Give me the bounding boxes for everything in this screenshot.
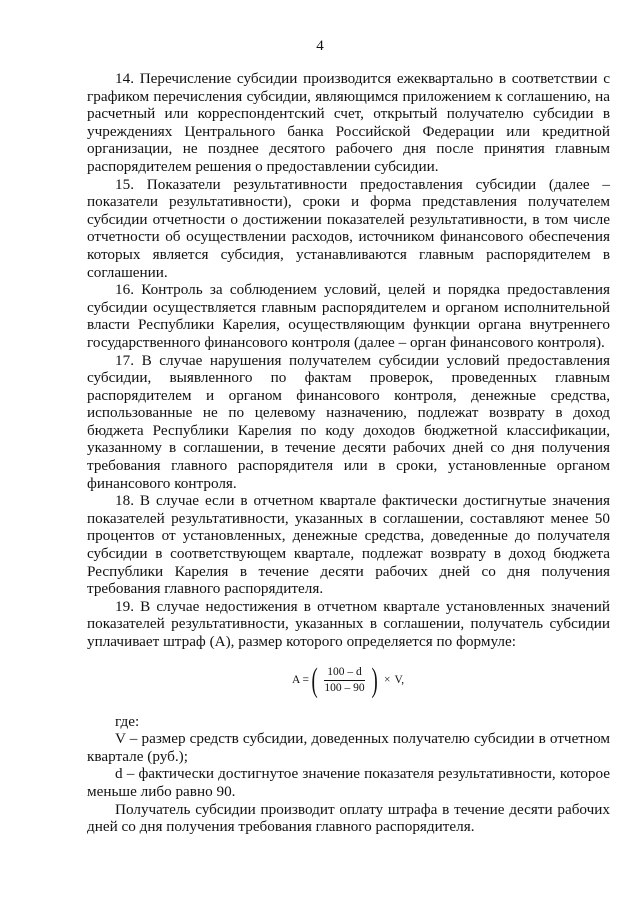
paragraph-16: 16. Контроль за соблюдением условий, целей и порядка предоставления субсидии осуществляется главным распорядителем и органом исполнительной власти Республики Карелия, осуществляющим функции органа внутреннего государственного финансового контроля (далее – орган финансового контроля). bbox=[87, 281, 610, 351]
closing-paragraph: Получатель субсидии производит оплату штрафа в течение десяти рабочих дней со дня получения требования главного распорядителя. bbox=[87, 800, 610, 836]
where-label: где: bbox=[115, 712, 140, 730]
paragraph-19: 19. В случае недостижения в отчетном квартале установленных значений показателей результативности, указанных в соглашении, получатель субсидии уплачивает штраф (А), размер которого определяется по формуле: bbox=[87, 597, 610, 650]
fine-formula-block bbox=[87, 651, 610, 713]
formula-open-paren: ( bbox=[311, 661, 318, 699]
page-number: 4 bbox=[316, 38, 324, 54]
paragraph-17: 17. В случае нарушения получателем субсидии условий предоставления субсидии, выявленного по фактам проверок, проведенных главным распорядителем и органом финансового контроля, денежные средства, использованные не по целевому назначению, подлежат возврату в доход бюджета Республики Карелия по коду доходов бюджетной классификации, указанному в соглашении, в течение десяти рабочих дней со дня получения требования главного распорядителя или в сроки, установленные органом финансового контроля. bbox=[87, 351, 610, 492]
document-body bbox=[87, 70, 610, 836]
paragraph-14: 14. Перечисление субсидии производится ежеквартально в соответствии с графиком перечисления субсидии, являющимся приложением к соглашению, на расчетный или корреспондентский счет, открытый получателю субсидии в учреждениях Центрального банка Российской Федерации или кредитной организации, не позднее десятого рабочего дня после принятия главным распорядителем решения о предоставлении субсидии. bbox=[87, 70, 610, 175]
paragraph-15: 15. Показатели результативности предоставления субсидии (далее – показатели результативности), сроки и форма представления получателем субсидии отчетности о достижении показателей результативности, в том числе отчетности об осуществлении расходов, источником финансового обеспечения которых является субсидия, устанавливаются главным распорядителем в соглашении. bbox=[87, 175, 610, 281]
formula-numerator: 100 – d bbox=[324, 667, 365, 682]
v-definition: V – размер средств субсидии, доведенных получателю субсидии в отчетном квартале (руб.); bbox=[87, 730, 610, 765]
formula-fraction bbox=[321, 667, 367, 695]
formula-close-paren: ) bbox=[371, 661, 378, 699]
formula-denominator: 100 – 90 bbox=[324, 682, 365, 695]
paragraph-18: 18. В случае если в отчетном квартале фактически достигнутые значения показателей результативности, указанных в соглашении, составляют менее 50 процентов от установленных, денежные средства, доведенные до получателя субсидии в соответствующем квартале, подлежат возврату в доход бюджета Республики Карелия в течение десяти рабочих дней со дня получения требования главного распорядителя. bbox=[87, 492, 610, 598]
d-definition: d – фактически достигнутое значение показателя результативности, которое меньше либо равно 90. bbox=[87, 765, 610, 800]
formula-times: × bbox=[383, 673, 391, 686]
formula-rhs: V, bbox=[394, 673, 405, 686]
formula-lhs: A = bbox=[292, 673, 310, 686]
fine-formula bbox=[292, 661, 405, 699]
